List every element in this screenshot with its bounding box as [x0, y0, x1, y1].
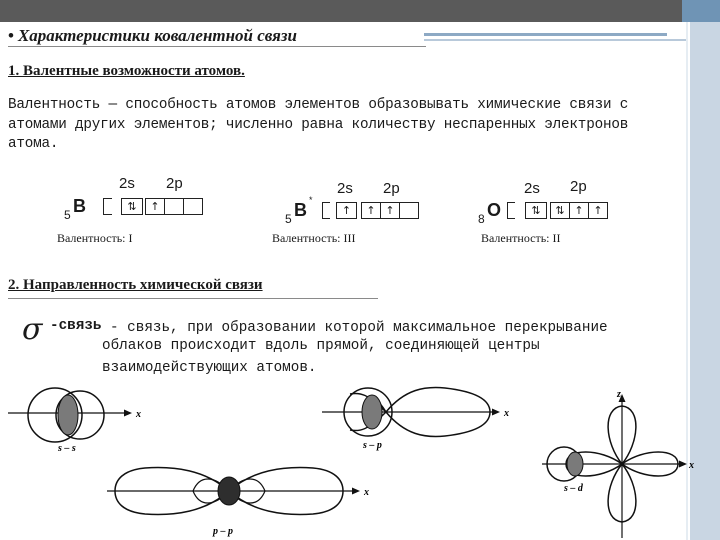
- definition-line-1: Валентность — способность атомов элементов образовывать химические связи с: [8, 97, 629, 113]
- title-decoration: [424, 33, 667, 36]
- p-orbital-box: ↑: [361, 202, 381, 219]
- section1-heading: 1. Валентные возможности атомов.: [8, 63, 245, 79]
- element-symbol: B: [73, 196, 86, 216]
- p-orbital-box: [164, 198, 184, 215]
- overlap-region: [567, 452, 583, 476]
- axis-x-label: x: [364, 487, 369, 498]
- p-orbital-box: [399, 202, 419, 219]
- diagram-s-d: [540, 388, 700, 540]
- bond-type-label: s – s: [58, 443, 76, 454]
- atomic-number: 5: [285, 212, 292, 226]
- diagram-s-p: [320, 384, 520, 454]
- overlap-region: [362, 395, 382, 429]
- axis-x-label: x: [689, 460, 694, 471]
- section2-heading: 2. Направленность химической связи: [8, 277, 263, 293]
- bond-type-label: p – p: [213, 526, 233, 537]
- divider: [8, 298, 378, 299]
- axis-x-label: x: [136, 409, 141, 420]
- s-orbital-box: ⇅: [525, 202, 547, 219]
- title-decoration-2: [424, 39, 686, 41]
- diagram-s-s: [0, 380, 150, 460]
- atomic-number: 8: [478, 212, 485, 226]
- sigma-symbol: σ: [22, 312, 43, 347]
- axis-x-label: x: [504, 408, 509, 419]
- p-orbital-box: ⇅: [550, 202, 570, 219]
- axis-arrow: [124, 410, 132, 417]
- bracket-box: [103, 198, 112, 215]
- axis-arrow: [352, 488, 360, 495]
- valence-definition: [8, 96, 688, 155]
- bond-type-label: s – p: [363, 440, 382, 451]
- axis-arrow: [679, 461, 687, 468]
- p-orbital-box: [183, 198, 203, 215]
- overlap-region: [58, 395, 78, 435]
- p-orbital-box: ↑: [588, 202, 608, 219]
- s-label: 2s: [524, 180, 540, 197]
- p-orbital-box: ↑: [380, 202, 400, 219]
- p-label: 2p: [570, 178, 587, 195]
- top-bar: [0, 0, 720, 22]
- overlap-region: [218, 477, 240, 505]
- axis-arrow: [492, 409, 500, 416]
- sigma-definition-line-3: взаимодействующих атомов.: [102, 360, 317, 376]
- bracket-box: [507, 202, 515, 219]
- valence-value: Валентность: I: [57, 231, 133, 245]
- definition-line-2: атомами других элементов; численно равна количеству неспаренных электронов: [8, 116, 629, 133]
- valence-value: Валентность: II: [481, 231, 561, 245]
- atomic-number: 5: [64, 208, 71, 222]
- p-orbital-box: ↑: [145, 198, 165, 215]
- s-label: 2s: [337, 180, 353, 197]
- valence-value: Валентность: III: [272, 231, 356, 245]
- s-orbital-box: ↑: [336, 202, 357, 219]
- s-label: 2s: [119, 175, 135, 192]
- bracket-box: [322, 202, 330, 219]
- element-symbol: B: [294, 200, 307, 220]
- diagram-p-p: [105, 464, 385, 540]
- p-orbital-box: ↑: [569, 202, 589, 219]
- sigma-definition-line-1: - связь, при образовании которой максимальное перекрывание: [110, 320, 608, 336]
- sigma-definition-line-2: облаков происходит вдоль прямой, соединяющей центры: [102, 338, 540, 354]
- s-orbital-box: ⇅: [121, 198, 143, 215]
- sigma-bond-word: -связь: [50, 318, 102, 334]
- p-label: 2p: [383, 180, 400, 197]
- axis-z-label: z: [617, 389, 621, 400]
- p-label: 2p: [166, 175, 183, 192]
- bullet-icon: •: [8, 26, 14, 45]
- element-symbol: O: [487, 200, 502, 220]
- slide-title-text: Характеристики ковалентной связи: [17, 26, 298, 45]
- top-bar-accent: [682, 0, 720, 22]
- excited-star: *: [309, 195, 313, 205]
- bond-type-label: s – d: [564, 483, 583, 494]
- divider: [8, 46, 426, 47]
- slide-title: [8, 26, 297, 46]
- definition-line-3: атома.: [8, 136, 59, 152]
